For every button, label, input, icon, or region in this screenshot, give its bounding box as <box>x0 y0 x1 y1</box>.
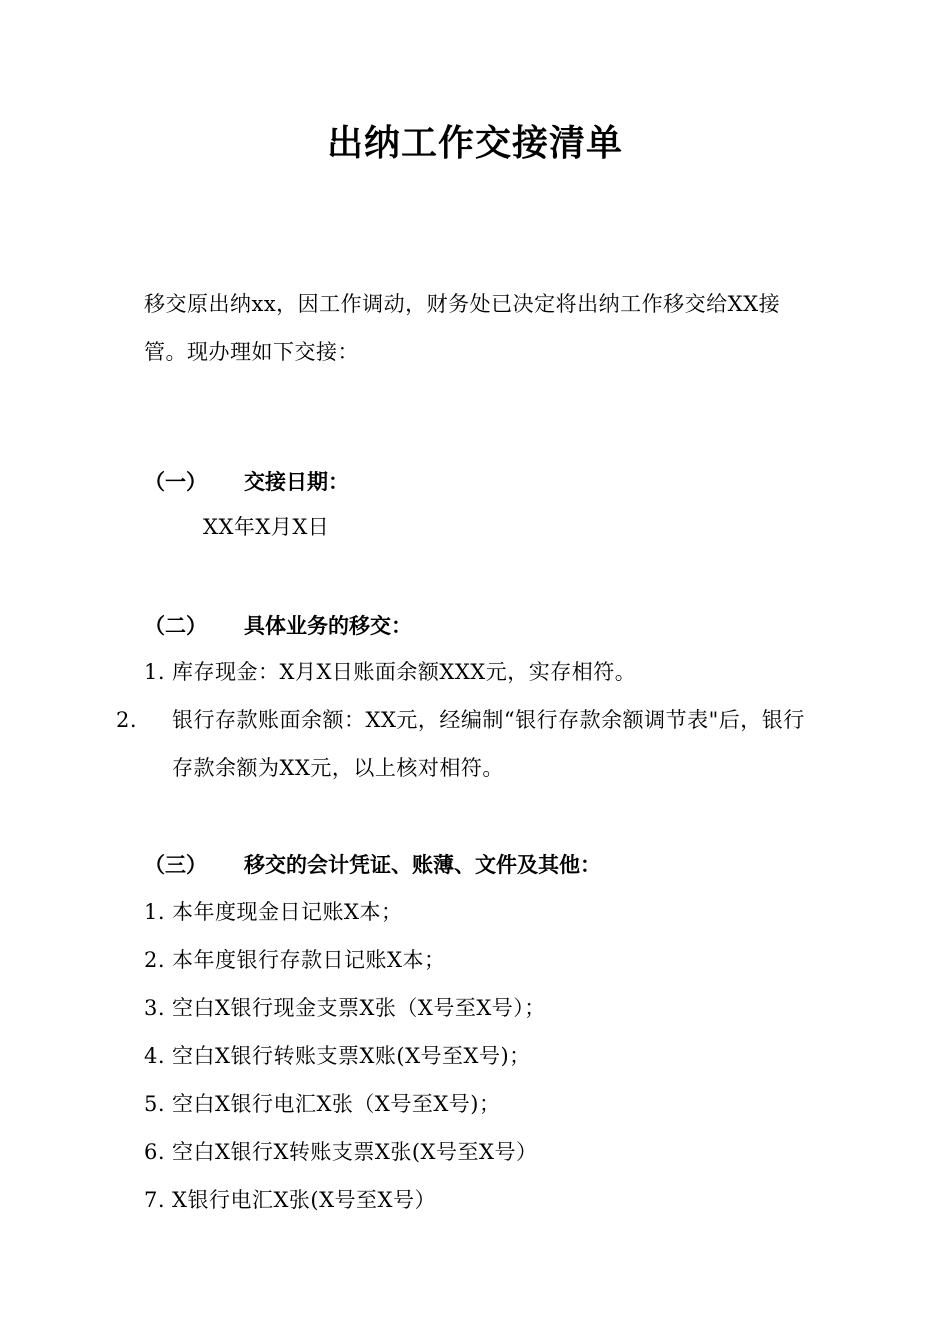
item-number: 3. <box>144 996 166 1020</box>
section-title-1: 交接日期： <box>244 470 349 494</box>
list-item <box>116 696 809 792</box>
list-item <box>144 936 809 984</box>
item-text: 空白X银行转账支票X账(X号至X号)； <box>172 1044 531 1068</box>
section-number-3: （三） <box>144 853 207 877</box>
business-handover-list <box>116 648 809 792</box>
list-item <box>144 888 809 936</box>
section-number-1: （一） <box>144 470 207 494</box>
section-title-2: 具体业务的移交： <box>244 614 412 638</box>
intro-paragraph: 移交原出纳xx，因工作调动，财务处已决定将出纳工作移交给XX接管。现办理如下交接： <box>144 292 781 364</box>
list-item <box>144 1128 809 1176</box>
list-item <box>144 1080 809 1128</box>
item-number: 2. <box>116 708 138 732</box>
item-text: 空白X银行X转账支票X张(X号至X号） <box>172 1140 538 1164</box>
list-item <box>144 984 809 1032</box>
item-text: 本年度银行存款日记账X本； <box>172 948 446 972</box>
item-text: X银行电汇X张(X号至X号） <box>172 1188 436 1212</box>
item-number: 5. <box>144 1092 166 1116</box>
section-heading-2 <box>144 611 809 641</box>
item-text: 库存现金：X月X日账面余额XXX元，实存相符。 <box>172 660 637 684</box>
item-text: 银行存款账面余额：XX元，经编制“银行存款余额调节表"后，银行存款余额为XX元，以上核对相符。 <box>172 708 805 780</box>
item-number: 1. <box>144 660 166 684</box>
document-title: 出纳工作交接清单 <box>326 123 623 164</box>
list-item <box>144 1032 809 1080</box>
section-title-3: 移交的会计凭证、账薄、文件及其他： <box>244 853 601 877</box>
item-number: 4. <box>144 1044 166 1068</box>
item-number: 2. <box>144 948 166 972</box>
item-number: 1. <box>144 900 166 924</box>
item-text: 空白X银行电汇X张（X号至X号)； <box>172 1092 501 1116</box>
documents-handover-list <box>144 888 809 1224</box>
item-text: 本年度现金日记账X本； <box>172 900 403 924</box>
section-heading-1 <box>144 467 809 497</box>
item-number: 6. <box>144 1140 166 1164</box>
handover-date: XX年X月X日 <box>203 515 330 539</box>
section-heading-3 <box>144 850 809 880</box>
item-text: 空白X银行现金支票X张（X号至X号）； <box>172 996 546 1020</box>
list-item <box>144 648 809 696</box>
list-item <box>144 1176 809 1224</box>
section-number-2: （二） <box>144 614 207 638</box>
item-number: 7. <box>144 1188 166 1212</box>
